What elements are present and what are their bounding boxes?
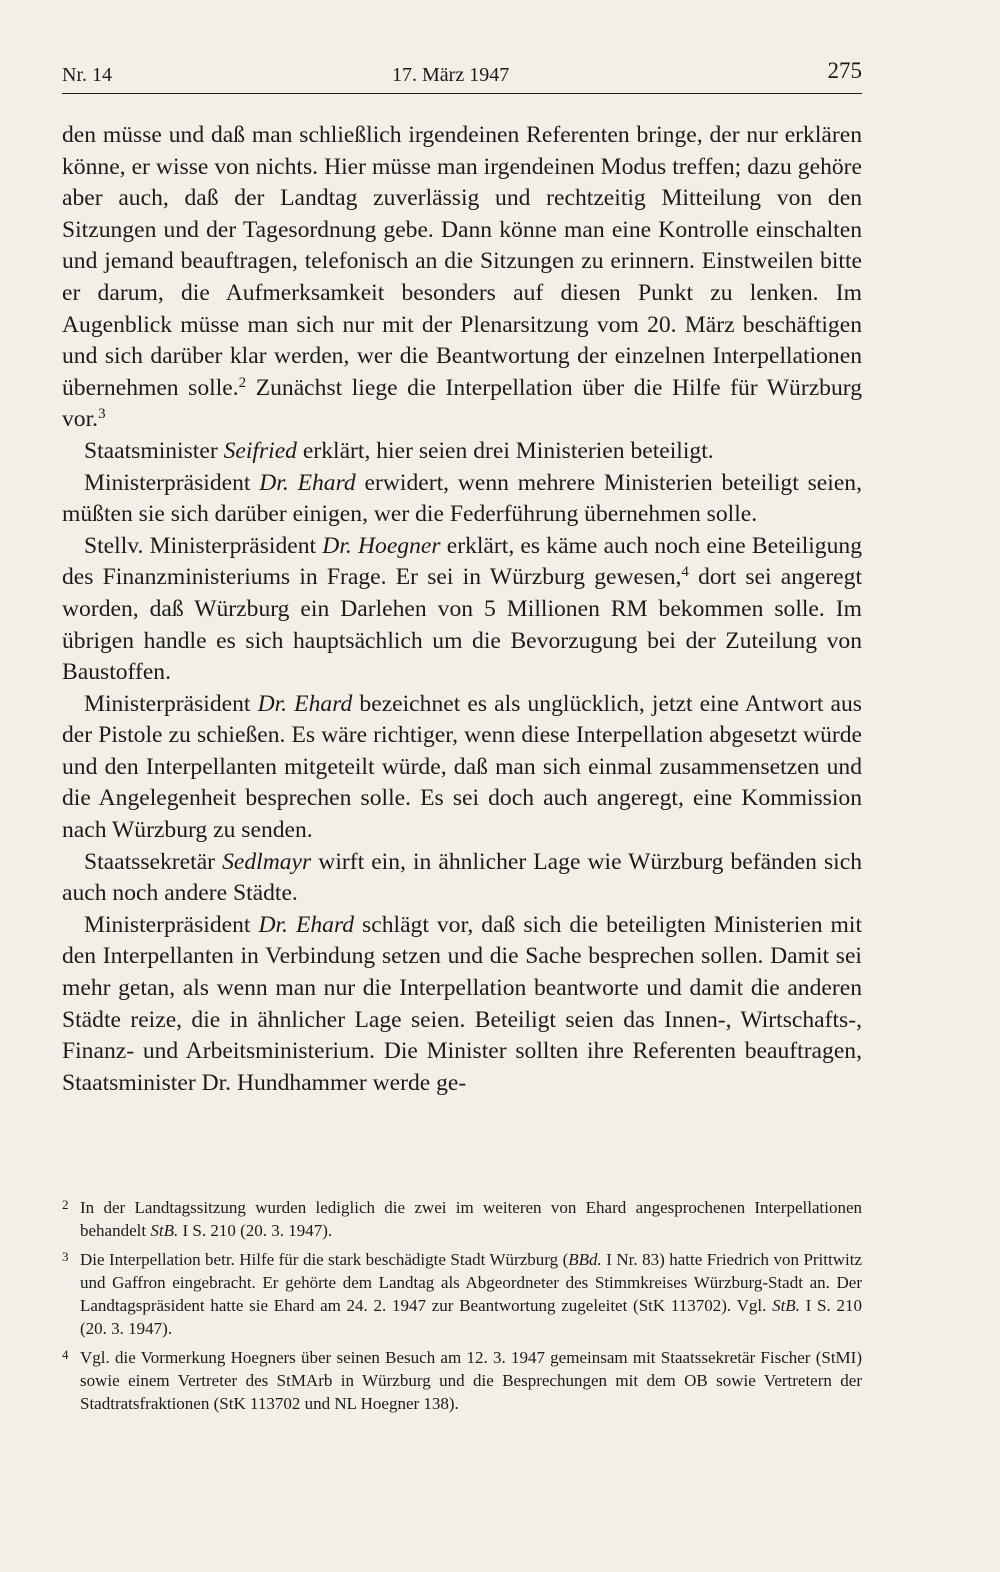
speaker-name: Dr. Hoegner [322,532,441,559]
speaker-name: Sedlmayr [222,848,312,875]
footnote-2: 2 In der Landtagssitzung wurden lediglich die zwei im weiteren von Ehard angesprochenen Interpellationen behandelt StB. I S. 210 (20. 3. 1947). [62,1196,862,1243]
footnotes [62,1196,862,1421]
paragraph-5: Ministerpräsident Dr. Ehard bezeichnet es als unglücklich, jetzt eine Antwort aus der Pistole zu schießen. Es wäre richtiger, wenn diese Interpellation abgesetzt würde und den Interpellanten mitgeteilt würde, daß man sich einmal zusammensetzen und die Angelegenheit besprechen solle. Es sei doch auch angeregt, eine Kommission nach Würzburg zu senden. [62,690,862,844]
document-number: Nr. 14 [62,64,112,86]
paragraph-6: Staatssekretär Sedlmayr wirft ein, in ähnlicher Lage wie Würzburg befänden sich auch noch andere Städte. [62,848,862,907]
footnote-ref-3[interactable]: 3 [98,406,106,423]
speaker-name: Dr. Ehard [257,690,353,717]
running-head [62,58,862,88]
speaker-name: Seifried [223,437,297,464]
footnote-3: 3 Die Interpellation betr. Hilfe für die stark beschädigte Stadt Würzburg (BBd. I Nr. 83) hatte Friedrich von Prittwitz und Gaffron eingebracht. Er gehörte dem Landtag als Abgeordneter des Stimmkreises Würzburg-Stadt an. Der Landtagspräsident hatte sie Ehard am 24. 2. 1947 zur Beantwortung zugeleitet (StK 113702). Vgl. StB. I S. 210 (20. 3. 1947). [62,1248,862,1341]
footnote-number: 4 [62,1346,69,1362]
footnote-4: 4 Vgl. die Vormerkung Hoegners über seinen Besuch am 12. 3. 1947 gemeinsam mit Staatssekretär Fischer (StMI) sowie einem Vertreter des StMArb in Würzburg und die Besprechungen mit dem OB sowie Vertretern der Stadtratsfraktionen (StK 113702 und NL Hoegner 138). [62,1346,862,1416]
main-text [62,120,862,1099]
paragraph-2: Staatsminister Seifried erklärt, hier seien drei Ministerien beteiligt. [84,437,714,464]
paragraph-3: Ministerpräsident Dr. Ehard erwidert, wenn mehrere Ministerien beteiligt seien, müßten sie sich darüber einigen, wer die Federführung übernehmen solle. [62,469,862,528]
paragraph-1: den müsse und daß man schließlich irgendeinen Referenten bringe, der nur erklären könne, er wisse von nichts. Hier müsse man irgendeinen Modus treffen; dazu gehöre aber auch, daß der Landtag zuverlässig und rechtzeitig Mitteilung von den Sitzungen und der Tagesordnung gebe. Dann könne man eine Kontrolle einschalten und jemand beauftragen, telefonisch an die Sitzungen zu erinnern. Einstweilen bitte er darum, die Aufmerksamkeit besonders auf diesen Punkt zu lenken. Im Augenblick müsse man sich nur mit der Plenarsitzung vom 20. März beschäftigen und sich darüber klar werden, wer die Beantwortung der einzelnen Interpellationen übernehmen solle.$^2$ Zunächst liege die Interpellation über die Hilfe für Würzburg vor.$^3$ [62,122,862,433]
paragraph-4: Stellv. Ministerpräsident Dr. Hoegner erklärt, es käme auch noch eine Beteiligung des Finanzministeriums in Frage. Er sei in Würzburg gewesen,$^4$ dort sei angeregt worden, daß Würzburg ein Darlehen von 5 Millionen RM bekommen solle. Im übrigen handle es sich hauptsächlich um die Bevorzugung bei der Zuteilung von Baustoffen. [62,532,862,686]
header-rule [62,93,862,94]
session-date: 17. März 1947 [392,64,510,86]
footnote-ref-4[interactable]: 4 [681,564,689,581]
paragraph-7: Ministerpräsident Dr. Ehard schlägt vor, daß sich die beteiligten Ministerien mit den Interpellanten in Verbindung setzen und die Sache besprechen sollen. Damit sei mehr getan, als wenn man nur die Interpellation beantworte und damit die anderen Städte reize, die in ähnlicher Lage seien. Beteiligt seien das Innen-, Wirtschafts-, Finanz- und Arbeitsministerium. Die Minister sollten ihre Referenten beauftragen, Staatsminister Dr. Hundhammer werde ge- [62,911,862,1096]
footnote-number: 2 [62,1197,69,1212]
speaker-name: Dr. Ehard [258,911,355,938]
footnote-number: 3 [62,1248,69,1264]
page-number: 275 [827,58,862,83]
footnote-ref-2[interactable]: 2 [238,374,247,391]
speaker-name: Dr. Ehard [259,469,356,496]
